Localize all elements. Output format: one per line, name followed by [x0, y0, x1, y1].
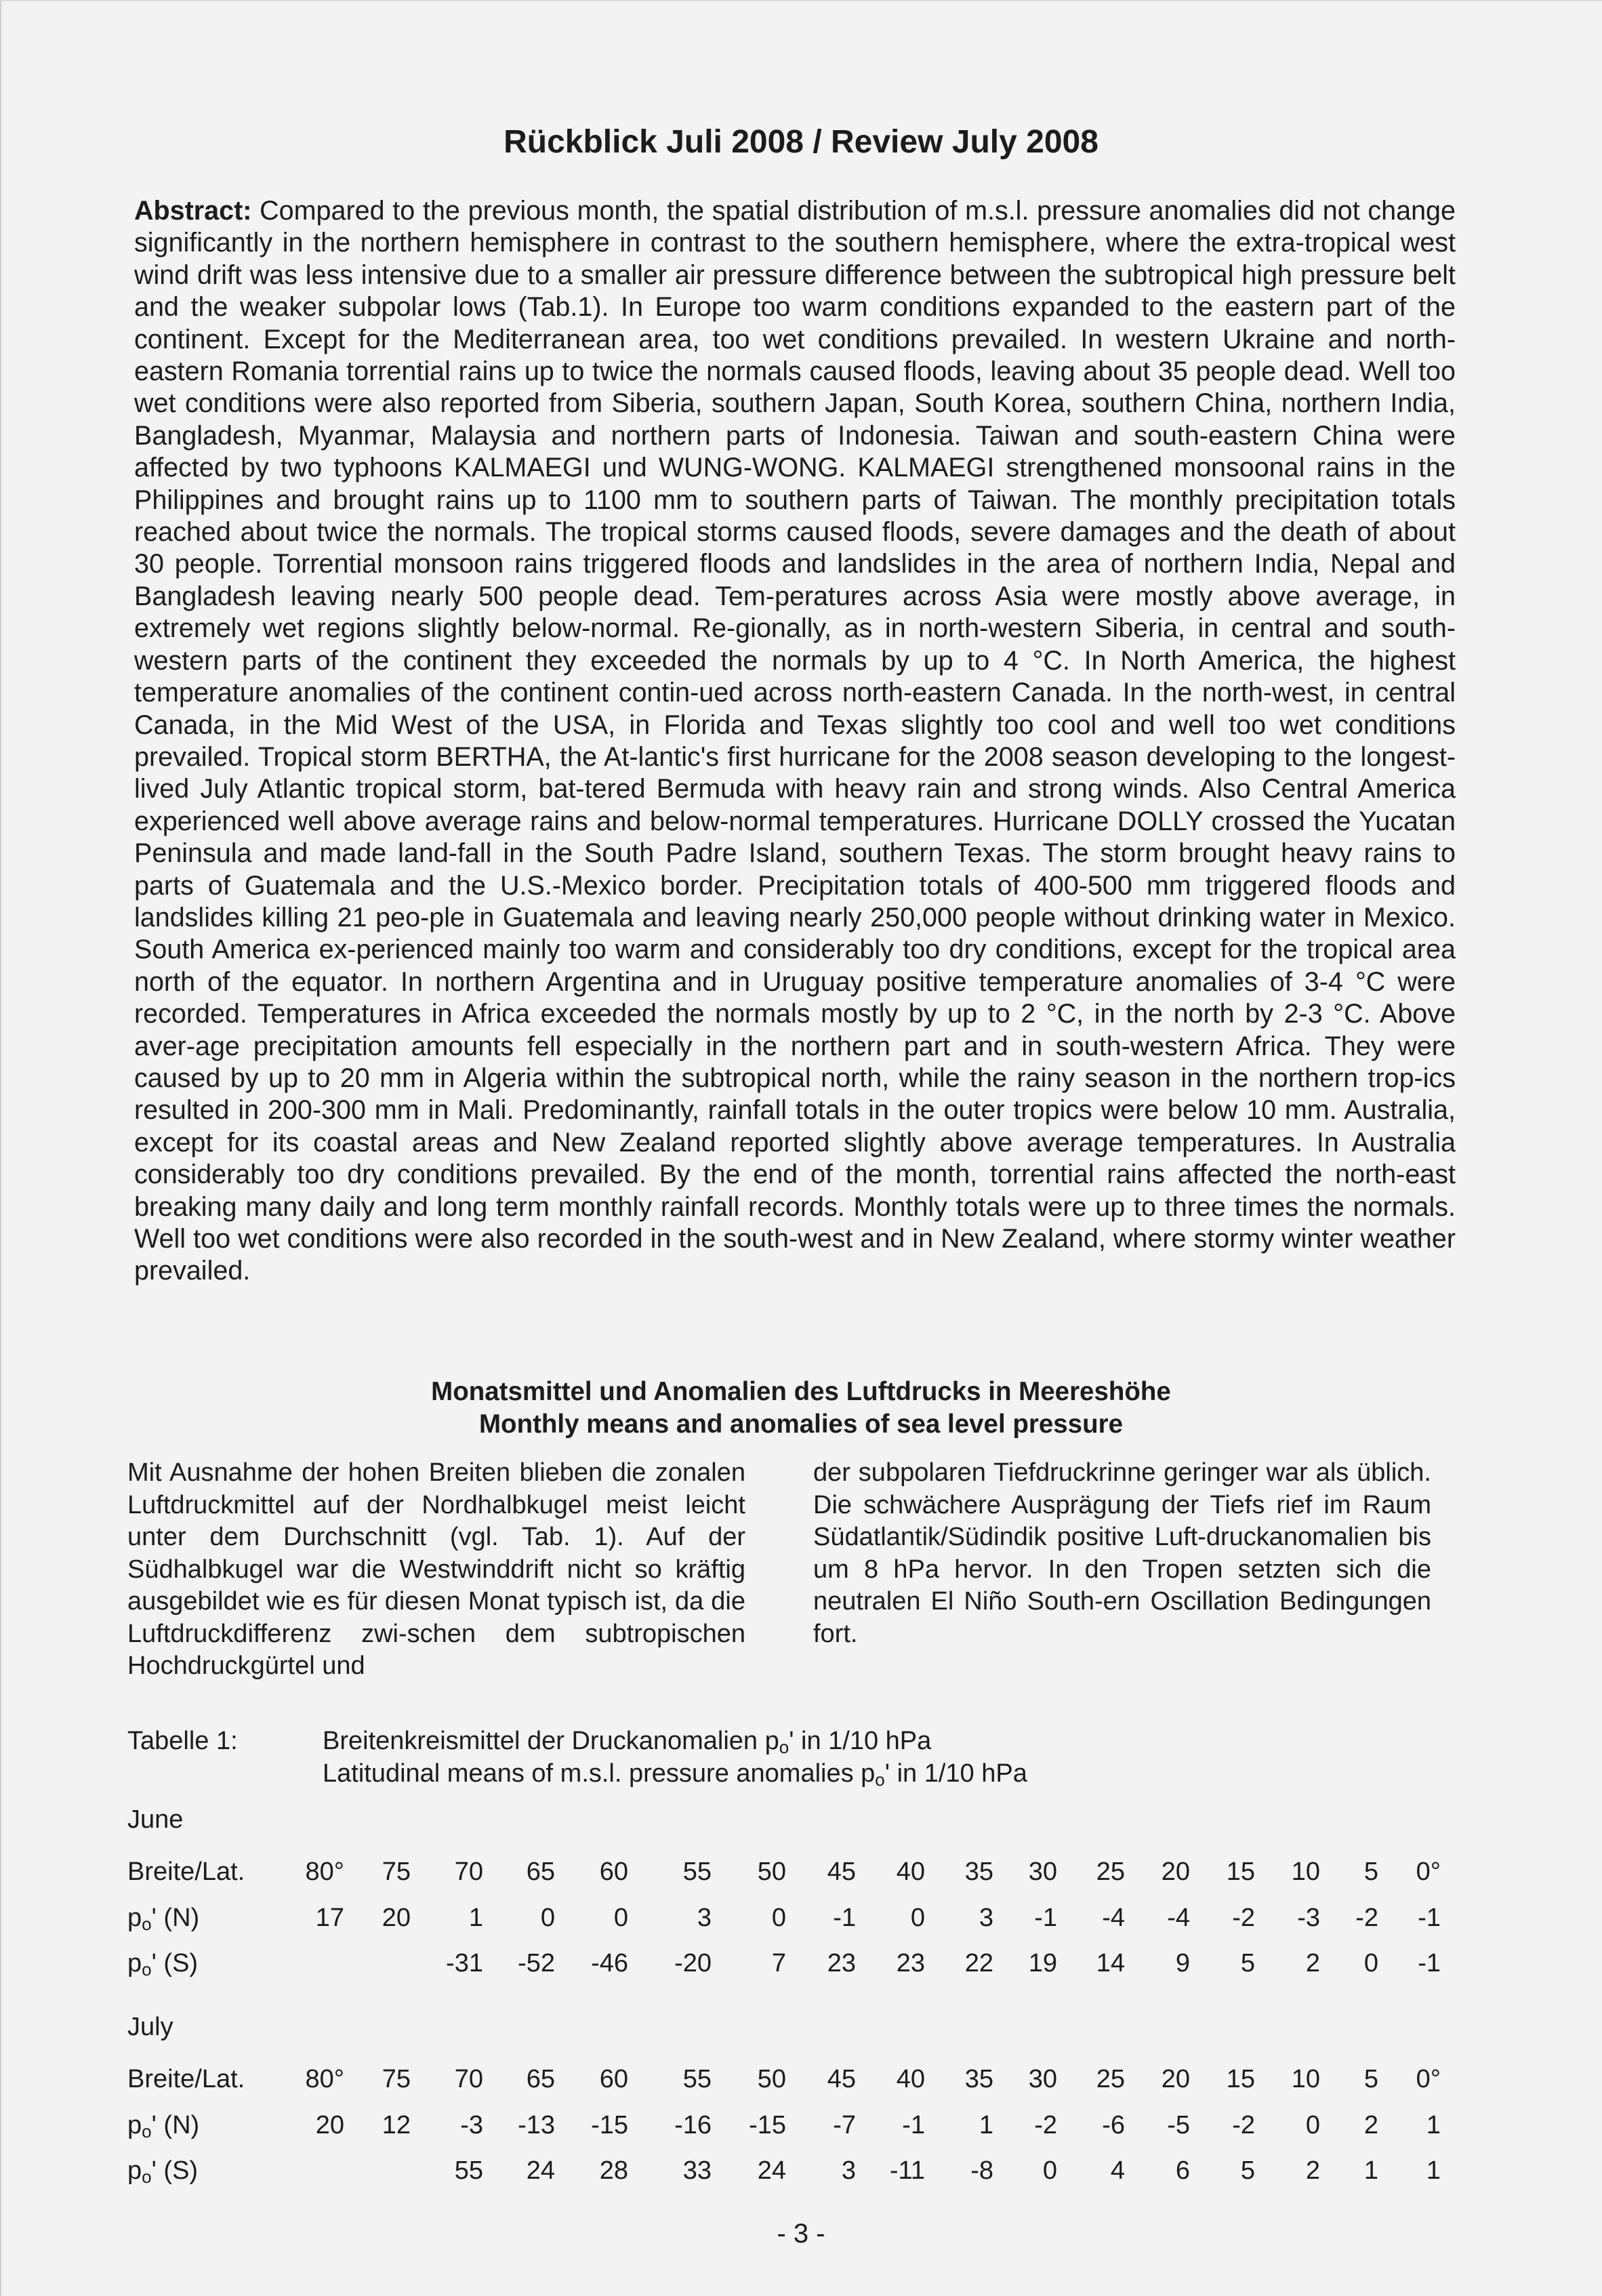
- text-column-right: der subpolaren Tiefdruckrinne geringer war als üblich. Die schwächere Ausprägung der Tiefs rief im Raum Südatlantik/Südindik positive Luft-druckanomalien bis um 8 hPa hervor. In den Tropen setzten sich die neutralen El Niño South-ern Oscillation Bedingungen fort.: [813, 1458, 1431, 1648]
- abstract-text: Compared to the previous month, the spatial distribution of m.s.l. pressure anomalies did not change significantly in the northern hemisphere in contrast to the southern hemisphere, where the extra-tropical west wind drift was less intensive due to a smaller air pressure difference between the subtropical high pressure belt and the weaker subpolar lows (Tab.1). In Europe too warm conditions expanded to the eastern part of the continent. Except for the Mediterranean area, too wet conditions prevailed. In western Ukraine and north-eastern Romania torrential rains up to twice the normals caused floods, leaving about 35 people dead. Well too wet conditions were also reported from Siberia, southern Japan, South Korea, southern China, northern India, Bangladesh, Myanmar, Malaysia and northern parts of Indonesia. Taiwan and south-eastern China were affected by two typhoons KALMAEGI und WUNG-WONG. KALMAEGI strengthened monsoonal rains in the Philippines and brought rains up to 1100 mm to southern parts of Taiwan. The monthly precipitation totals reached about twice the normals. The tropical storms caused floods, severe damages and the death of about 30 people. Torrential monsoon rains triggered floods and landslides in the area of northern India, Nepal and Bangladesh leaving nearly 500 people dead. Tem-peratures across Asia were mostly above average, in extremely wet regions slightly below-normal. Re-gionally, as in north-western Siberia, in central and south-western parts of the continent they exceeded the normals by up to 4 °C. In North America, the highest temperature anomalies of the continent contin-ued across north-eastern Canada. In the north-west, in central Canada, in the Mid West of the USA, in Florida and Texas slightly too cool and well too wet conditions prevailed. Tropical storm BERTHA, the At-lantic's first hurricane for the 2008 season developing to the longest-lived July Atlantic tropical storm, bat-tered Bermuda with heavy rain and strong winds. Also Central America experienced well above average rains and below-normal temperatures. Hurricane DOLLY crossed the Yucatan Peninsula and made land-fall in the South Padre Island, southern Texas. The storm brought heavy rains to parts of Guatemala and the U.S.-Mexico border. Precipitation totals of 400-500 mm triggered floods and landslides killing 21 peo-ple in Guatemala and leaving nearly 250,000 people without drinking water in Mexico. South America ex-perienced mainly too warm and considerably too dry conditions, except for the tropical area north of the equator. In northern Argentina and in Uruguay positive temperature anomalies of 3-4 °C were recorded. Temperatures in Africa exceeded the normals mostly by up to 2 °C, in the north by 2-3 °C. Above aver-age precipitation amounts fell especially in the northern part and in south-western Africa. They were caused by up to 20 mm in Algeria within the subtropical north, while the rainy season in the northern trop-ics resulted in 200-300 mm in Mali. Predominantly, rainfall totals in the outer tropics were below 10 mm. Australia, except for its coastal areas and New Zealand reported slightly above average temperatures. In Australia considerably too dry conditions prevailed. By the end of the month, torrential rains affected the north-east breaking many daily and long term monthly rainfall records. Monthly totals were up to three times the normals. Well too wet conditions were also recorded in the south-west and in New Zealand, where stormy winter weather prevailed.: [134, 196, 1456, 1286]
- table-caption-de: Breitenkreismittel der Druckanomalien $p_o'$ in 1/10 hPa: [323, 1727, 932, 1757]
- table-month-june: June: [127, 1805, 184, 1834]
- table-caption: [323, 1725, 1027, 1790]
- table-cell-lat: 40: [896, 1858, 925, 1886]
- table-cell-lat: 20: [1161, 1858, 1190, 1886]
- table-cell-n: 3: [979, 1904, 993, 1932]
- table-cell-s: 4: [1110, 2156, 1125, 2185]
- table-cell-s: 22: [964, 1949, 993, 1977]
- table-cell-n: -6: [1102, 2111, 1125, 2139]
- table-cell-s: 2: [1305, 1949, 1320, 1977]
- section-title-en: Monthly means and anomalies of sea level pressure: [478, 1410, 1124, 1439]
- table-cell-lat: 20: [1161, 2065, 1190, 2093]
- table-cell-s: 0: [1363, 1949, 1378, 1977]
- table-cell-lat: 50: [757, 1858, 786, 1886]
- table-cell-lat: 0°: [1416, 2065, 1441, 2093]
- table-cell-n: 0: [910, 1904, 925, 1932]
- table-cell-s: 14: [1096, 1949, 1125, 1977]
- table-cell-n: -4: [1167, 1904, 1190, 1932]
- table-cell-lat: 70: [454, 1858, 483, 1886]
- table-cell-n: -3: [1297, 1904, 1320, 1932]
- table-cell-lat: 0°: [1416, 1858, 1441, 1886]
- table-cell-n: 0: [1305, 2111, 1320, 2139]
- table-cell-lat: 25: [1096, 2065, 1125, 2093]
- table-cell-lat: 5: [1363, 1858, 1378, 1886]
- table-cell-n: 20: [315, 2111, 344, 2139]
- table-cell-lat: 60: [599, 2065, 628, 2093]
- table-cell-lat: 15: [1226, 2065, 1255, 2093]
- abstract-paragraph: [134, 195, 1456, 1288]
- table-cell-n: -7: [833, 2111, 856, 2139]
- table-cell-n: -3: [460, 2111, 483, 2139]
- table-cell-s: 2: [1305, 2156, 1320, 2185]
- table-cell-lat: 50: [757, 2065, 786, 2093]
- table-cell-s: 33: [682, 2156, 712, 2185]
- table-cell-n: -2: [1355, 1904, 1378, 1932]
- table-cell-lat: 45: [827, 2065, 856, 2093]
- table-cell-lat: 60: [599, 1858, 628, 1886]
- table-cell-n: 20: [382, 1904, 411, 1932]
- table-cell-lat: 35: [964, 1858, 993, 1886]
- table-cell-n: -2: [1232, 1904, 1255, 1932]
- table-cell-lat: 80°: [305, 1858, 344, 1886]
- table-cell-s: 1: [1426, 2156, 1441, 2185]
- table-cell-lat: 75: [382, 2065, 411, 2093]
- table-cell-lat: 35: [964, 2065, 993, 2093]
- table-cell-n: 1: [1426, 2111, 1441, 2139]
- table-cell-n: 12: [382, 2111, 411, 2139]
- table-cell-lat: 55: [682, 1858, 712, 1886]
- table-cell-s: -46: [591, 1949, 628, 1977]
- table-cell-n: -1: [902, 2111, 925, 2139]
- table-cell-n: -1: [1034, 1904, 1057, 1932]
- table-cell-n: -5: [1167, 2111, 1190, 2139]
- table-cell-n: -1: [833, 1904, 856, 1932]
- page-title: Rückblick Juli 2008 / Review July 2008: [504, 124, 1098, 160]
- table-cell-lat: 40: [896, 2065, 925, 2093]
- table-cell-n: 1: [979, 2111, 993, 2139]
- table-cell-s: 7: [771, 1949, 786, 1977]
- table-caption-en: Latitudinal means of m.s.l. pressure anomalies $p_o'$ in 1/10 hPa: [323, 1759, 1027, 1790]
- table-cell-n: -2: [1232, 2111, 1255, 2139]
- table-cell-n: -15: [749, 2111, 786, 2139]
- table-cell-s: 23: [827, 1949, 856, 1977]
- table-cell-s: 3: [841, 2156, 856, 2185]
- table-cell-n: 1: [468, 1904, 483, 1932]
- table-cell-n: -13: [518, 2111, 555, 2139]
- table-cell-lat: 25: [1096, 1858, 1125, 1886]
- table-cell-s: 0: [1042, 2156, 1057, 2185]
- table-cell-lat: 80°: [305, 2065, 344, 2093]
- table-row-label-n-june: $p_o'$ (N): [127, 1904, 200, 1934]
- table-cell-s: -1: [1418, 1949, 1441, 1977]
- table-lat-label-june: Breite/Lat.: [127, 1858, 245, 1886]
- table-cell-n: 0: [540, 1904, 555, 1932]
- table-cell-lat: 70: [454, 2065, 483, 2093]
- table-row-label-n-july: $p_o'$ (N): [127, 2111, 200, 2141]
- table-cell-n: -2: [1034, 2111, 1057, 2139]
- table-cell-lat: 15: [1226, 1858, 1255, 1886]
- table-cell-s: -8: [970, 2156, 993, 2185]
- table-cell-n: -16: [674, 2111, 712, 2139]
- abstract-label: Abstract:: [134, 196, 252, 226]
- table-cell-s: 28: [599, 2156, 628, 2185]
- table-cell-n: -4: [1102, 1904, 1125, 1932]
- table-cell-s: 19: [1028, 1949, 1057, 1977]
- text-column-left: Mit Ausnahme der hohen Breiten blieben die zonalen Luftdruckmittel auf der Nordhalbkugel meist leicht unter dem Durchschnitt (vgl. Tab. 1). Auf der Südhalbkugel war die Westwinddrift nicht so kräftig ausgebildet wie es für diesen Monat typisch ist, da die Luftdruckdifferenz zwi-schen dem subtropischen Hochdruckgürtel und: [127, 1458, 745, 1680]
- table-cell-s: 5: [1240, 1949, 1255, 1977]
- table-cell-s: -31: [446, 1949, 483, 1977]
- table-cell-n: 17: [315, 1904, 344, 1932]
- table-cell-lat: 65: [526, 1858, 555, 1886]
- table-cell-n: -1: [1418, 1904, 1441, 1932]
- table-label: Tabelle 1:: [127, 1727, 238, 1755]
- section-title-de: Monatsmittel und Anomalien des Luftdrucks in Meereshöhe: [431, 1377, 1171, 1406]
- table-cell-n: 0: [613, 1904, 628, 1932]
- table-cell-lat: 10: [1291, 2065, 1320, 2093]
- table-lat-label-july: Breite/Lat.: [127, 2065, 245, 2093]
- table-cell-lat: 65: [526, 2065, 555, 2093]
- table-cell-lat: 55: [682, 2065, 712, 2093]
- table-cell-lat: 10: [1291, 1858, 1320, 1886]
- table-cell-s: 24: [757, 2156, 786, 2185]
- page-number: - 3 -: [777, 2219, 825, 2249]
- table-cell-n: -15: [591, 2111, 628, 2139]
- table-cell-s: -20: [674, 1949, 712, 1977]
- table-cell-lat: 45: [827, 1858, 856, 1886]
- table-cell-n: 2: [1363, 2111, 1378, 2139]
- table-cell-s: 23: [896, 1949, 925, 1977]
- table-cell-n: 0: [771, 1904, 786, 1932]
- table-cell-s: -11: [889, 2156, 925, 2185]
- table-cell-lat: 5: [1363, 2065, 1378, 2093]
- table-cell-n: 3: [697, 1904, 712, 1932]
- table-cell-s: 6: [1175, 2156, 1190, 2185]
- table-cell-s: -52: [518, 1949, 555, 1977]
- table-cell-s: 24: [526, 2156, 555, 2185]
- table-cell-s: 5: [1240, 2156, 1255, 2185]
- section-title: [0, 1376, 1602, 1441]
- table-cell-s: 55: [454, 2156, 483, 2185]
- table-row-label-s-june: $p_o'$ (S): [127, 1949, 199, 1980]
- table-cell-lat: 30: [1028, 1858, 1057, 1886]
- table-row-label-s-july: $p_o'$ (S): [127, 2156, 199, 2187]
- table-month-july: July: [127, 2013, 173, 2041]
- table-cell-s: 9: [1175, 1949, 1190, 1977]
- table-cell-lat: 30: [1028, 2065, 1057, 2093]
- table-cell-lat: 75: [382, 1858, 411, 1886]
- table-cell-s: 1: [1363, 2156, 1378, 2185]
